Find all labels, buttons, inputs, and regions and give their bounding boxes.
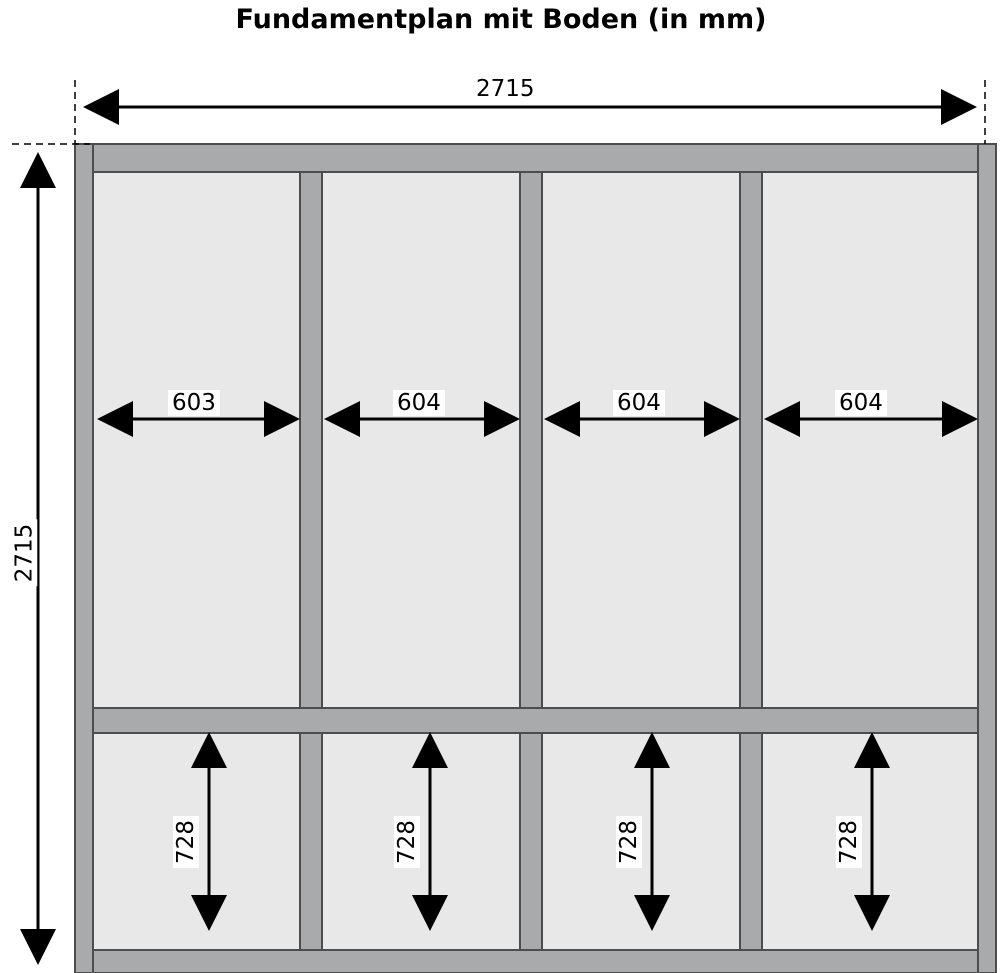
dim-label-bay-1: 603 bbox=[168, 390, 220, 416]
dim-label-lower-4: 728 bbox=[836, 816, 862, 868]
panel-top-4 bbox=[760, 172, 978, 708]
dim-label-bay-2: 604 bbox=[393, 390, 445, 416]
horizontal-cross-beam bbox=[93, 708, 978, 733]
vertical-beam-1 bbox=[300, 172, 322, 950]
dim-label-overall-height: 2715 bbox=[11, 520, 37, 587]
dim-label-overall-width: 2715 bbox=[472, 76, 539, 102]
vertical-beam-3 bbox=[740, 172, 762, 950]
panel-bottom-1 bbox=[93, 732, 318, 950]
panel-top-1 bbox=[93, 172, 318, 708]
dim-label-bay-3: 604 bbox=[613, 390, 665, 416]
dim-label-bay-4: 604 bbox=[835, 390, 887, 416]
right-beam bbox=[978, 144, 996, 973]
panel-bottom-3 bbox=[540, 732, 758, 950]
bottom-beam bbox=[75, 950, 985, 973]
panel-top-2 bbox=[320, 172, 538, 708]
top-beam bbox=[75, 144, 985, 172]
vertical-beam-2 bbox=[520, 172, 542, 950]
panel-top-3 bbox=[540, 172, 758, 708]
dim-label-lower-3: 728 bbox=[616, 816, 642, 868]
left-beam bbox=[75, 144, 93, 973]
panel-bottom-4 bbox=[760, 732, 978, 950]
dim-label-lower-2: 728 bbox=[394, 816, 420, 868]
page-title: Fundamentplan mit Boden (in mm) bbox=[235, 4, 767, 35]
dim-label-lower-1: 728 bbox=[173, 816, 199, 868]
